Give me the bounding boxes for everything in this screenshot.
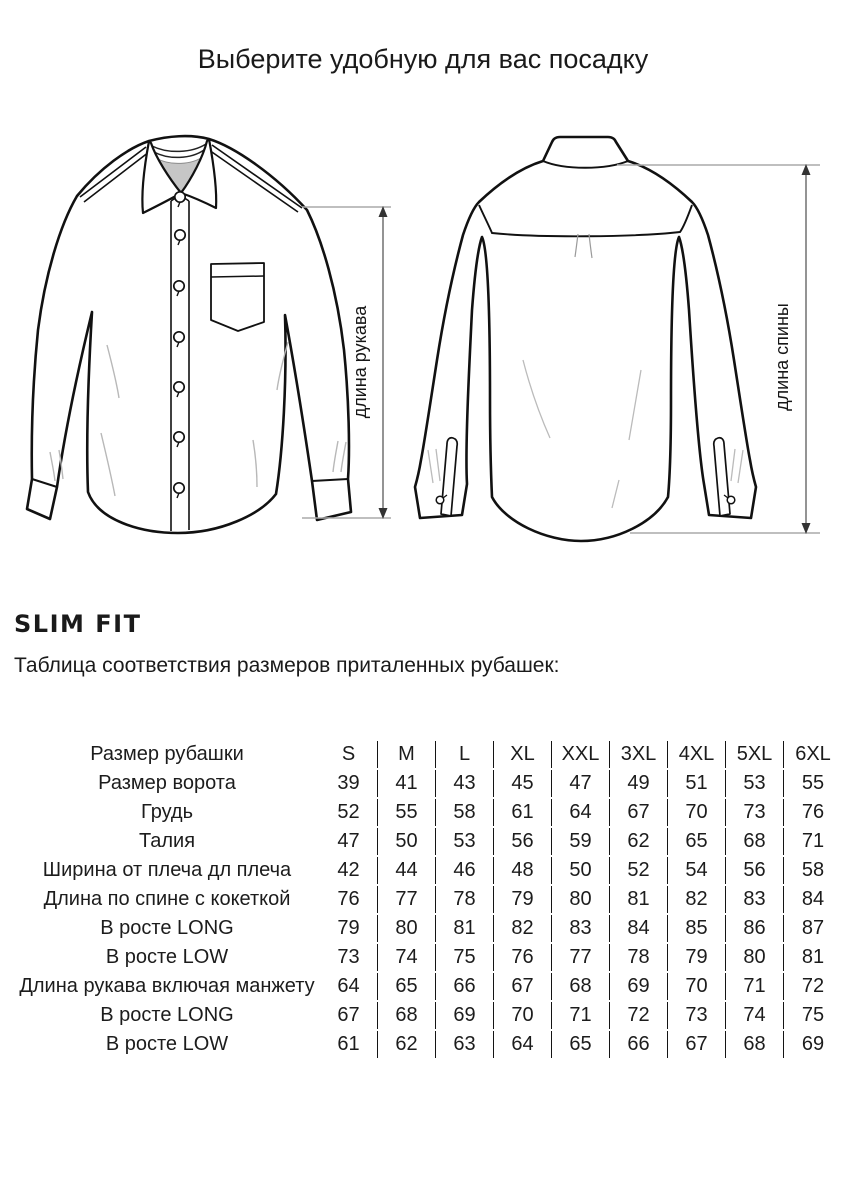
column-header: L — [436, 741, 494, 768]
page-title: Выберите удобную для вас посадку — [197, 44, 649, 74]
row-label: Длина по спине с кокеткой — [43, 888, 291, 910]
size-value-cell: 65 — [552, 1031, 610, 1058]
row-label: В росте LOW — [105, 1033, 229, 1055]
size-value-cell: 84 — [610, 915, 668, 942]
size-value-cell: 76 — [320, 886, 378, 913]
size-value-cell: 61 — [320, 1031, 378, 1058]
size-value-cell: 39 — [320, 770, 378, 797]
size-value-cell: 64 — [320, 973, 378, 1000]
row-label: Ширина от плеча дл плеча — [42, 859, 292, 881]
size-value-cell: 45 — [494, 770, 552, 797]
size-value-cell: 82 — [668, 886, 726, 913]
table-row — [14, 799, 842, 826]
size-value-cell: 77 — [378, 886, 436, 913]
size-value-cell: 71 — [801, 830, 825, 852]
table-row — [14, 770, 842, 797]
size-value-cell: 59 — [552, 828, 610, 855]
size-value-cell: 43 — [436, 770, 494, 797]
shirt-front-drawing — [27, 136, 351, 533]
size-value-cell: 72 — [610, 1002, 668, 1029]
size-value-cell: 83 — [552, 915, 610, 942]
size-value-cell: 64 — [494, 1031, 552, 1058]
size-value-cell: 70 — [668, 799, 726, 826]
column-header: 5XL — [726, 741, 784, 768]
table-row — [14, 857, 842, 884]
size-value-cell: 54 — [668, 857, 726, 884]
size-value-cell: 79 — [668, 944, 726, 971]
column-header: 6XL — [795, 743, 831, 765]
size-value-cell: 42 — [320, 857, 378, 884]
row-label: В росте LONG — [100, 1004, 234, 1026]
size-value-cell: 78 — [436, 886, 494, 913]
size-value-cell: 66 — [436, 973, 494, 1000]
size-value-cell: 81 — [610, 886, 668, 913]
size-value-cell: 62 — [378, 1031, 436, 1058]
size-value-cell: 68 — [726, 828, 784, 855]
size-value-cell: 52 — [610, 857, 668, 884]
size-value-cell: 85 — [668, 915, 726, 942]
size-value-cell: 52 — [320, 799, 378, 826]
column-header: XL — [494, 741, 552, 768]
size-value-cell: 58 — [801, 859, 825, 881]
size-value-cell: 50 — [552, 857, 610, 884]
table-row — [14, 1002, 842, 1029]
size-value-cell: 73 — [668, 1002, 726, 1029]
table-row — [14, 886, 842, 913]
size-value-cell: 61 — [494, 799, 552, 826]
row-label: Длина рукава включая манжету — [19, 975, 315, 997]
column-header: 3XL — [610, 741, 668, 768]
size-table — [14, 739, 842, 1060]
size-value-cell: 75 — [436, 944, 494, 971]
table-row — [14, 944, 842, 971]
size-value-cell: 67 — [610, 799, 668, 826]
size-value-cell: 81 — [436, 915, 494, 942]
size-value-cell: 73 — [726, 799, 784, 826]
size-value-cell: 71 — [552, 1002, 610, 1029]
size-value-cell: 71 — [726, 973, 784, 1000]
size-value-cell: 84 — [801, 888, 825, 910]
table-row — [14, 1031, 842, 1058]
size-value-cell: 50 — [378, 828, 436, 855]
row-label: В росте LONG — [100, 917, 234, 939]
size-value-cell: 67 — [668, 1031, 726, 1058]
row-label: Талия — [138, 830, 196, 852]
column-header: M — [378, 741, 436, 768]
size-value-cell: 83 — [726, 886, 784, 913]
size-value-cell: 62 — [610, 828, 668, 855]
row-label: Размер рубашки — [90, 743, 244, 765]
size-value-cell: 41 — [378, 770, 436, 797]
size-value-cell: 68 — [726, 1031, 784, 1058]
size-value-cell: 68 — [552, 973, 610, 1000]
size-value-cell: 69 — [436, 1002, 494, 1029]
size-value-cell: 48 — [494, 857, 552, 884]
size-value-cell: 65 — [668, 828, 726, 855]
size-value-cell: 69 — [801, 1033, 825, 1055]
size-value-cell: 66 — [610, 1031, 668, 1058]
column-header: XXL — [552, 741, 610, 768]
size-value-cell: 47 — [320, 828, 378, 855]
row-label: Грудь — [140, 801, 194, 823]
size-value-cell: 65 — [378, 973, 436, 1000]
size-value-cell: 63 — [436, 1031, 494, 1058]
size-value-cell: 74 — [726, 1002, 784, 1029]
size-value-cell: 82 — [494, 915, 552, 942]
size-value-cell: 55 — [378, 799, 436, 826]
size-value-cell: 44 — [378, 857, 436, 884]
size-value-cell: 67 — [494, 973, 552, 1000]
size-value-cell: 70 — [668, 973, 726, 1000]
size-value-cell: 86 — [726, 915, 784, 942]
size-value-cell: 70 — [494, 1002, 552, 1029]
size-value-cell: 76 — [801, 801, 825, 823]
size-table-body — [14, 741, 842, 1058]
row-label: Размер ворота — [98, 772, 236, 794]
size-value-cell: 81 — [801, 946, 825, 968]
size-value-cell: 80 — [378, 915, 436, 942]
size-value-cell: 75 — [801, 1004, 825, 1026]
size-value-cell: 53 — [436, 828, 494, 855]
size-value-cell: 64 — [552, 799, 610, 826]
size-value-cell: 55 — [801, 772, 825, 794]
size-value-cell: 73 — [320, 944, 378, 971]
table-row — [14, 973, 842, 1000]
size-value-cell: 56 — [494, 828, 552, 855]
size-value-cell: 53 — [726, 770, 784, 797]
fit-heading: SLIM FIT — [14, 610, 142, 638]
size-value-cell: 76 — [494, 944, 552, 971]
size-value-cell: 47 — [552, 770, 610, 797]
shirt-back-drawing — [415, 137, 756, 541]
size-value-cell: 49 — [610, 770, 668, 797]
row-label: В росте LOW — [105, 946, 229, 968]
size-value-cell: 78 — [610, 944, 668, 971]
size-value-cell: 67 — [320, 1002, 378, 1029]
size-value-cell: 68 — [378, 1002, 436, 1029]
table-header-row — [14, 741, 842, 768]
fit-diagram — [0, 105, 846, 585]
table-row — [14, 828, 842, 855]
size-value-cell: 51 — [668, 770, 726, 797]
size-value-cell: 58 — [436, 799, 494, 826]
size-value-cell: 74 — [378, 944, 436, 971]
size-value-cell: 69 — [610, 973, 668, 1000]
table-subtitle: Таблица соответствия размеров приталенных рубашек: — [14, 654, 560, 677]
size-value-cell: 80 — [552, 886, 610, 913]
column-header: 4XL — [668, 741, 726, 768]
size-value-cell: 79 — [320, 915, 378, 942]
size-value-cell: 77 — [552, 944, 610, 971]
size-value-cell: 80 — [726, 944, 784, 971]
size-value-cell: 72 — [801, 975, 825, 997]
size-value-cell: 46 — [436, 857, 494, 884]
sleeve-length-label: длина рукава — [350, 305, 370, 419]
table-row — [14, 915, 842, 942]
back-length-label: длина спины — [772, 303, 792, 411]
chest-pocket — [211, 263, 264, 331]
size-value-cell: 79 — [494, 886, 552, 913]
size-value-cell: 87 — [801, 917, 825, 939]
column-header: S — [320, 741, 378, 768]
size-value-cell: 56 — [726, 857, 784, 884]
